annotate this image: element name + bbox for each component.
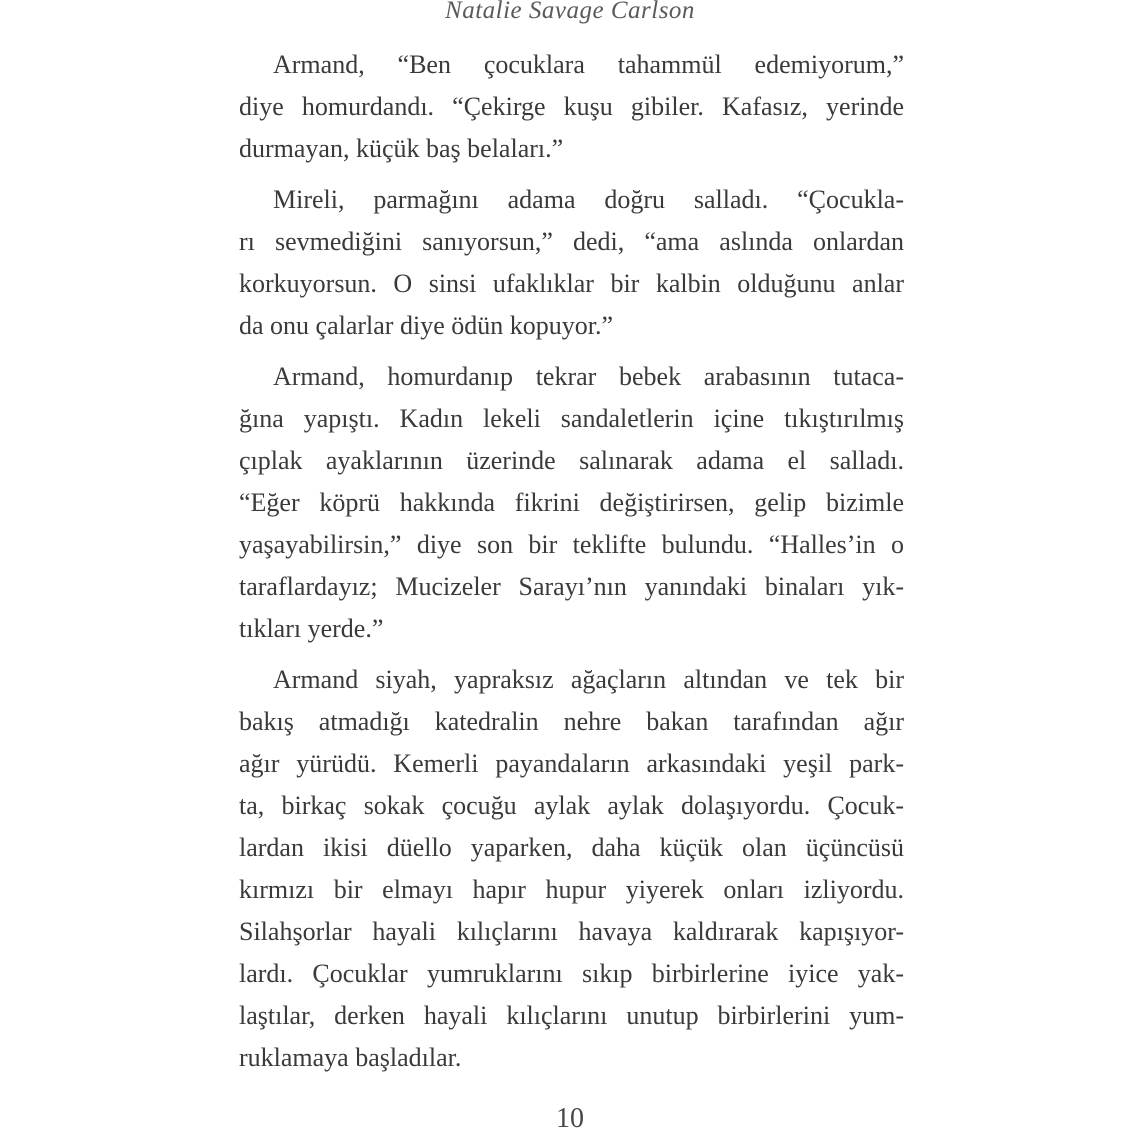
text-line: diye homurdandı. “Çekirge kuşu gibiler. Kafasız, yerinde bbox=[239, 92, 904, 121]
text-line: durmayan, küçük baş belaları.” bbox=[239, 134, 564, 163]
text-line: ğına yapıştı. Kadın lekeli sandaletlerin içine tıkıştırılmış bbox=[239, 404, 904, 433]
paragraph bbox=[239, 179, 904, 347]
paragraph bbox=[239, 356, 904, 650]
text-line: lardı. Çocuklar yumruklarını sıkıp birbirlerine iyice yak- bbox=[239, 959, 904, 988]
text-line: yaşayabilirsin,” diye son bir teklifte bulundu. “Halles’in o bbox=[239, 530, 904, 559]
text-line: Armand, homurdanıp tekrar bebek arabasının tutaca- bbox=[273, 362, 904, 391]
text-line: lardan ikisi düello yaparken, daha küçük olan üçüncüsü bbox=[239, 833, 904, 862]
text-line: çıplak ayaklarının üzerinde salınarak adama el salladı. bbox=[239, 446, 904, 475]
text-line: da onu çalarlar diye ödün kopuyor.” bbox=[239, 311, 613, 340]
text-line: kırmızı bir elmayı hapır hupur yiyerek onları izliyordu. bbox=[239, 875, 904, 904]
text-line: bakış atmadığı katedralin nehre bakan tarafından ağır bbox=[239, 707, 904, 736]
text-line: laştılar, derken hayali kılıçlarını unutup birbirlerini yum- bbox=[239, 1001, 904, 1030]
page-number: 10 bbox=[556, 1103, 584, 1134]
text-line: “Eğer köprü hakkında fikrini değiştirirsen, gelip bizimle bbox=[239, 488, 904, 517]
paragraph bbox=[239, 659, 904, 1079]
text-line: tıkları yerde.” bbox=[239, 614, 384, 643]
text-line: rı sevmediğini sanıyorsun,” dedi, “ama aslında onlardan bbox=[239, 227, 904, 256]
text-line: Mireli, parmağını adama doğru salladı. “Çocukla- bbox=[273, 185, 904, 214]
text-line: korkuyorsun. O sinsi ufaklıklar bir kalbin olduğunu anlar bbox=[239, 269, 904, 298]
text-line: ruklamaya başladılar. bbox=[239, 1043, 462, 1072]
text-line: ağır yürüdü. Kemerli payandaların arkasındaki yeşil park- bbox=[239, 749, 904, 778]
text-line: ta, birkaç sokak çocuğu aylak aylak dolaşıyordu. Çocuk- bbox=[239, 791, 904, 820]
text-line: Armand siyah, yapraksız ağaçların altından ve tek bir bbox=[273, 665, 904, 694]
text-line: Silahşorlar hayali kılıçlarını havaya kaldırarak kapışıyor- bbox=[239, 917, 904, 946]
paragraph bbox=[239, 44, 904, 170]
text-line: Armand, “Ben çocuklara tahammül edemiyorum,” bbox=[273, 50, 904, 79]
running-header-author: Natalie Savage Carlson bbox=[445, 0, 695, 24]
body-text bbox=[239, 44, 904, 1079]
text-line: taraflardayız; Mucizeler Sarayı’nın yanındaki binaları yık- bbox=[239, 572, 904, 601]
